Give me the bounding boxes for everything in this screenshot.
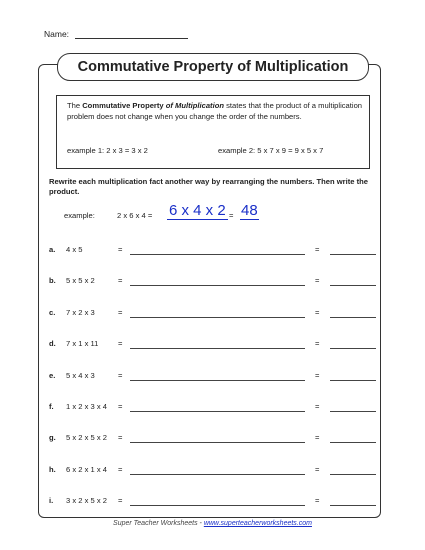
example-label: example: xyxy=(64,211,95,220)
problem-letter: c. xyxy=(49,307,56,317)
problem-row xyxy=(0,402,425,414)
problem-equals: = xyxy=(118,245,123,254)
problem-equals: = xyxy=(118,370,123,380)
problem-expression: 4 x 5 xyxy=(66,245,83,254)
problem-row xyxy=(0,433,425,445)
problem-row xyxy=(0,371,425,383)
rearranged-answer-line[interactable] xyxy=(130,317,305,318)
product-answer-line[interactable] xyxy=(330,380,376,381)
rearranged-answer-line[interactable] xyxy=(130,254,305,255)
rearranged-answer-line[interactable] xyxy=(130,505,305,506)
definition-example-1: example 1: 2 x 3 = 3 x 2 xyxy=(67,146,148,155)
problem-expression: 7 x 2 x 3 xyxy=(66,307,95,317)
definition-rest: states that the product of a multiplication problem does not change when you change the order of the numbers. xyxy=(67,101,363,121)
definition-intro: The xyxy=(67,101,83,110)
problem-equals: = xyxy=(118,402,123,411)
rearranged-answer-line[interactable] xyxy=(130,380,305,381)
problem-expression: 5 x 2 x 5 x 2 xyxy=(66,433,107,443)
instructions: Rewrite each multiplication fact another way by rearranging the numbers. Then write the product. xyxy=(49,177,369,196)
product-equals: = xyxy=(315,433,320,443)
problem-row xyxy=(0,308,425,320)
product-answer-line[interactable] xyxy=(330,254,376,255)
product-answer-line[interactable] xyxy=(330,505,376,506)
problem-equals: = xyxy=(118,496,123,506)
definition-text xyxy=(67,101,367,122)
problem-expression: 1 x 2 x 3 x 4 xyxy=(66,402,107,411)
problem-expression: 3 x 2 x 5 x 2 xyxy=(66,496,107,506)
problem-expression: 5 x 5 x 2 xyxy=(66,276,95,286)
rearranged-answer-line[interactable] xyxy=(130,285,305,286)
problem-letter: f. xyxy=(49,402,54,411)
problem-row xyxy=(0,276,425,288)
problem-expression: 6 x 2 x 1 x 4 xyxy=(66,464,107,474)
example-product-answer: 48 xyxy=(241,202,258,219)
product-answer-line[interactable] xyxy=(330,285,376,286)
example-rearranged-answer: 6 x 4 x 2 xyxy=(169,202,226,219)
rearranged-answer-line[interactable] xyxy=(130,474,305,475)
page-title: Commutative Property of Multiplication xyxy=(57,53,369,81)
product-answer-line[interactable] xyxy=(330,411,376,412)
problem-row xyxy=(0,339,425,351)
problem-equals: = xyxy=(118,433,123,443)
problem-equals: = xyxy=(118,339,123,349)
definition-example-2: example 2: 5 x 7 x 9 = 9 x 5 x 7 xyxy=(218,146,324,155)
product-equals: = xyxy=(315,402,320,411)
product-answer-line[interactable] xyxy=(330,317,376,318)
product-answer-line[interactable] xyxy=(330,474,376,475)
definition-term: Commutative Property xyxy=(82,101,166,110)
product-equals: = xyxy=(315,307,320,317)
example-expression: 2 x 6 x 4 = xyxy=(117,211,153,220)
product-answer-line[interactable] xyxy=(330,442,376,443)
problem-letter: d. xyxy=(49,339,56,349)
definition-term-italic: of Multiplication xyxy=(165,101,224,110)
product-equals: = xyxy=(315,245,320,254)
product-equals: = xyxy=(315,496,320,506)
rearranged-answer-line[interactable] xyxy=(130,442,305,443)
problem-letter: a. xyxy=(49,245,56,254)
product-answer-line[interactable] xyxy=(330,348,376,349)
footer xyxy=(0,520,425,527)
problem-letter: e. xyxy=(49,370,56,380)
rearranged-answer-line[interactable] xyxy=(130,411,305,412)
problem-row xyxy=(0,465,425,477)
problem-equals: = xyxy=(118,307,123,317)
product-equals: = xyxy=(315,276,320,286)
problem-expression: 5 x 4 x 3 xyxy=(66,370,95,380)
problem-row xyxy=(0,245,425,257)
product-equals: = xyxy=(315,339,320,349)
problem-letter: g. xyxy=(49,433,56,443)
name-label: Name: xyxy=(44,29,70,39)
footer-link[interactable]: www.superteacherworksheets.com xyxy=(203,520,312,527)
problem-letter: b. xyxy=(49,276,56,286)
example-equals: = xyxy=(229,211,234,220)
product-equals: = xyxy=(315,464,320,474)
name-field[interactable] xyxy=(75,38,188,39)
rearranged-answer-line[interactable] xyxy=(130,348,305,349)
problem-letter: i. xyxy=(49,496,54,506)
product-equals: = xyxy=(315,370,320,380)
problem-letter: h. xyxy=(49,464,56,474)
problem-equals: = xyxy=(118,276,123,286)
footer-text: Super Teacher Worksheets - xyxy=(113,520,204,527)
problem-expression: 7 x 1 x 11 xyxy=(66,339,99,349)
problem-row xyxy=(0,496,425,508)
problem-equals: = xyxy=(118,464,123,474)
